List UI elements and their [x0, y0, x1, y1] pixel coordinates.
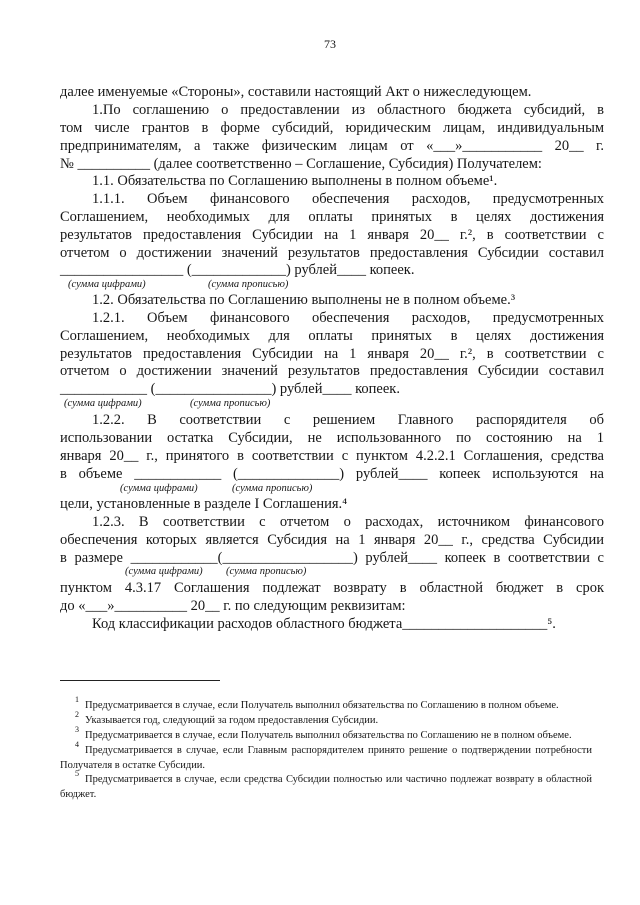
clause-1-2-1-line: отчетом о достижении значений результатов предоставления Субсидии составил [60, 363, 604, 379]
clause-1-2-3-line: в размере ____________(__________________) рублей____ копеек в соответствии с [60, 550, 604, 566]
clause-1-2-2-line: января 20__ г., принятого в соответствии с пунктом 4.2.2.1 Соглашения, средства [60, 448, 604, 464]
footnote-text: Предусматривается в случае, если Получатель выполнил обязательства по Соглашению в полном объеме. [85, 700, 559, 711]
amount-blank-line: ____________ (________________) рублей____ копеек. [60, 381, 400, 397]
clause-1-2-text: 1.2. Обязательства по Соглашению выполнены не в полном объеме.³ [92, 292, 516, 308]
footnote-text: Предусматривается в случае, если Главным распорядителем принято решение о подтверждении потребности [85, 745, 592, 756]
amount-blank-line: _________________ (_____________) рублей____ копеек. [60, 262, 415, 278]
clause-1-2-2-line: в объеме ____________ (______________) рублей____ копеек используются на [60, 466, 604, 482]
clause-1-1-1-line: отчетом о достижении значений результатов предоставления Субсидии составил [60, 245, 604, 261]
hint-sum-words: (сумма прописью) [190, 398, 271, 409]
hint-sum-words: (сумма прописью) [226, 566, 307, 577]
clause-1-1-1-line: 1.1.1. Объем финансового обеспечения расходов, предусмотренных [92, 191, 604, 207]
footnote-text: бюджет. [60, 789, 97, 800]
clause-1-2-1-line: Соглашением, необходимых для оплаты принятых в целях достижения [60, 328, 604, 344]
footnote-number: 3 [75, 725, 79, 734]
clause-1-2-2-line: использовании остатка Субсидии, не использованного по состоянию на 1 [60, 430, 604, 446]
footnote-separator [60, 680, 220, 681]
intro-line: далее именуемые «Стороны», составили настоящий Акт о нижеследующем. [60, 84, 532, 100]
footnote-text: Предусматривается в случае, если Получатель выполнил обязательства по Соглашению не в полном объеме. [85, 730, 572, 741]
hint-sum-words: (сумма прописью) [232, 483, 313, 494]
clause-1-line: том числе грантов в форме субсидий, юридическим лицам, индивидуальным [60, 120, 604, 136]
clause-1-2-2-tail: цели, установленные в разделе I Соглашения.⁴ [60, 496, 348, 512]
footnote-number: 4 [75, 740, 79, 749]
footnote-text: Указывается год, следующий за годом предоставления Субсидии. [85, 715, 379, 726]
clause-1-line: 1.По соглашению о предоставлении из областного бюджета субсидий, в [92, 102, 604, 118]
footnote-number: 2 [75, 710, 79, 719]
clause-1-1-1-line: результатов предоставления Субсидии на 1 января 20__ г.², в соответствии с [60, 227, 604, 243]
clause-1-line: предпринимателям, а также физическим лицам от «___»___________ 20__ г. [60, 138, 604, 154]
hint-sum-digits: (сумма цифрами) [125, 566, 203, 577]
budget-code-line: Код классификации расходов областного бюджета____________________⁵. [92, 616, 556, 632]
hint-sum-digits: (сумма цифрами) [64, 398, 142, 409]
clause-1-1-text: 1.1. Обязательства по Соглашению выполнены в полном объеме¹. [92, 173, 498, 189]
footnote-number: 5 [75, 769, 79, 778]
hint-sum-words: (сумма прописью) [208, 279, 289, 290]
clause-1-2-3-line: 1.2.3. В соответствии с отчетом о расходах, источником финансового [92, 514, 604, 530]
clause-1-2-1-line: 1.2.1. Объем финансового обеспечения расходов, предусмотренных [92, 310, 604, 326]
clause-1-line: № __________ (далее соответственно – Соглашение, Субсидия) Получателем: [60, 156, 542, 172]
footnote-text: Получателя в остатке Субсидии. [60, 760, 206, 771]
clause-1-2-3-line: обеспечения которых является Субсидия на 1 января 20__ г., средства Субсидии [60, 532, 604, 548]
clause-1-2-2-line: 1.2.2. В соответствии с решением Главного распорядителя об [92, 412, 604, 428]
clause-1-2-3-tail-line: до «___»__________ 20__ г. по следующим реквизитам: [60, 598, 406, 614]
clause-1-2-1-line: результатов предоставления Субсидии на 1 января 20__ г.², в соответствии с [60, 346, 604, 362]
hint-sum-digits: (сумма цифрами) [68, 279, 146, 290]
footnote-number: 1 [75, 695, 79, 704]
clause-1-1-1-line: Соглашением, необходимых для оплаты принятых в целях достижения [60, 209, 604, 225]
footnote-text: Предусматривается в случае, если средства Субсидии полностью или частично подлежат возврату в областной [85, 774, 592, 785]
page-number: 73 [324, 37, 336, 51]
hint-sum-digits: (сумма цифрами) [120, 483, 198, 494]
clause-1-2-3-tail-line: пунктом 4.3.17 Соглашения подлежат возврату в областной бюджет в срок [60, 580, 604, 596]
